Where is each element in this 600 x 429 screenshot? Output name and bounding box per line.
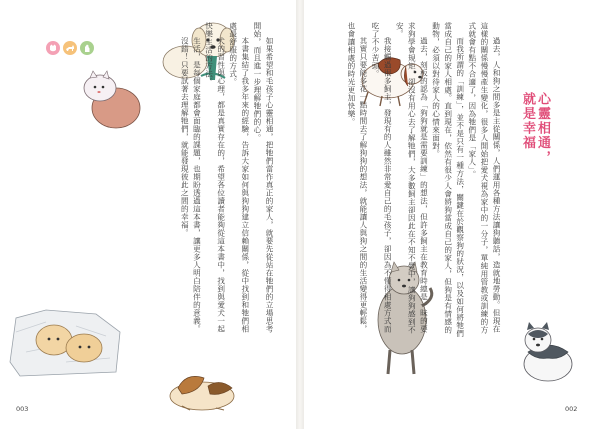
right-paragraph-5: 其實只要能多花一點時間去了解狗狗的想法，就能讓人與狗之間的生活變得更輕鬆，也會讓相處的時光更加快樂。 (346, 22, 368, 334)
hamster-cat-icon (78, 66, 144, 134)
book-gutter (296, 0, 304, 429)
left-paragraph-2: 本書集結了我多年來的經驗，告訴大家如何與狗狗建立信賴關係，從中找到和牠們相處最舒服的方式。 (228, 22, 250, 334)
right-paragraph-2: 而我所謂的「訓練」，並不是只有一種方法，關鍵在於觀察狗的狀況，以及如何將牠們當成自己的家人相處。直到現在，依然有很少人會將狗當成自己的家人，但狗是有情感的動物，必須以對待家人的心情來面對。 (431, 22, 465, 338)
dog-sitting-icon (80, 41, 94, 55)
husky-puppy-icon (508, 318, 584, 386)
right-page-body (330, 22, 502, 339)
right-paragraph-4: 我接觸過很多飼主，發現有的人雖然非常愛自己的毛孩子，卻因為不懂得相處方式而吃了不少苦頭。 (371, 22, 393, 334)
puppies-in-bag-icon (6, 292, 126, 378)
page-number-left: 003 (16, 405, 29, 413)
dog-walking-icon (63, 41, 77, 55)
left-paragraph-4: 生活，是每個家庭都會面臨的課題，也期盼透過這本書，讓更多人明白陪伴的意義。 (192, 37, 202, 334)
page-number-right: 002 (565, 405, 578, 413)
chapter-title (520, 92, 550, 242)
dog-face-icon (46, 41, 60, 55)
right-paragraph-3: 過去，刻板的認為「狗狗就是需要訓練」的想法，但許多飼主在教育時總是一昧的要求狗學會規矩，卻沒有用心去了解牠們，大多數飼主卻因此在不知不覺中，讓狗狗感到不安。 (395, 22, 429, 334)
left-paragraph-1: 如果希望和毛孩子心靈相通，把牠們當作真正的家人，就要先從站在牠們的立場思考開始，而且進一步理解牠們的心。 (252, 22, 274, 334)
sleeping-dog-icon (160, 366, 242, 414)
right-paragraph-1: 過去，人和狗之間多是主從關係，人們運用各種方法讓狗聽話，造就地勞動。但現在這樣的關係慢慢產生變化，很多人開始把愛犬視為家中的一分子，單純用管教或訓練的方式就會有點不合適了，因為牠們是「家人」。 (467, 22, 501, 334)
left-paragraph-3: 犬的習性與心理，都是真實存在的，希望各位讀者能夠從這本書中，找到與愛犬一起快樂生活的方法。 (204, 22, 226, 334)
left-paragraph-5: 沒錯！只要試著去理解牠們，就能發現彼此之間的幸福。 (180, 37, 190, 238)
left-page-body (151, 22, 275, 339)
title-line-1: 心靈相通， (535, 92, 550, 165)
title-line-2: 就是幸福 (520, 92, 535, 151)
